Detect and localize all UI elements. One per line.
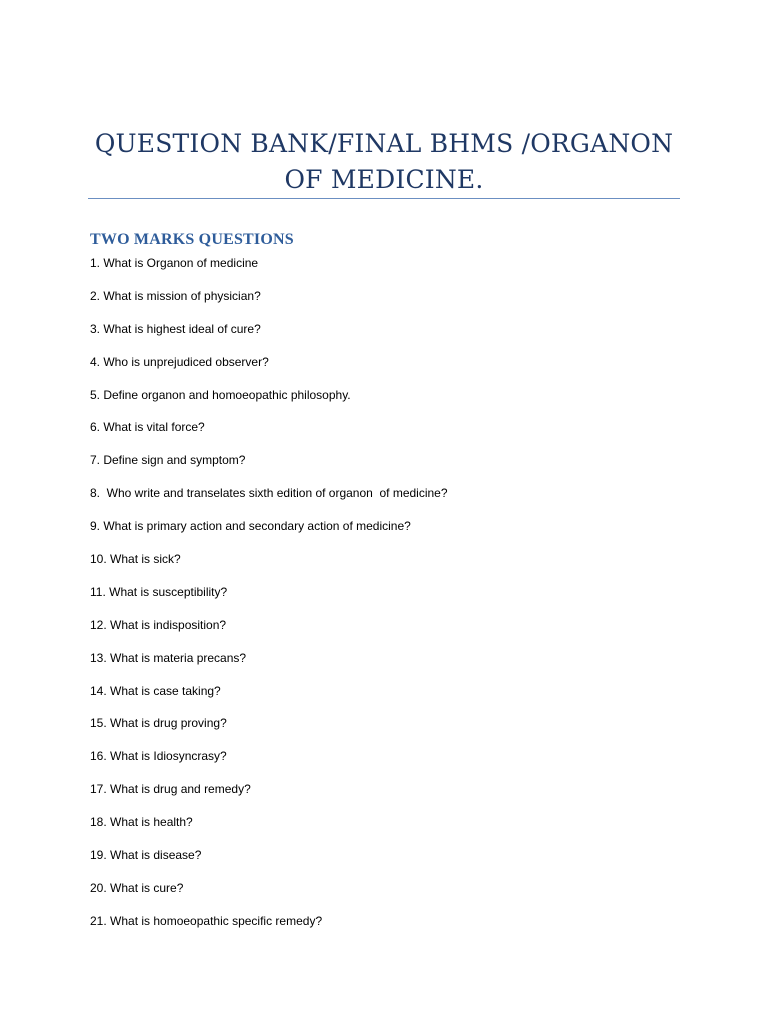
question-item: 7. Define sign and symptom?	[90, 453, 246, 468]
question-item: 9. What is primary action and secondary action of medicine?	[90, 519, 411, 534]
question-item: 10. What is sick?	[90, 552, 181, 567]
question-item: 19. What is disease?	[90, 848, 202, 863]
question-item: 11. What is susceptibility?	[90, 584, 228, 599]
question-item: 21. What is homoeopathic specific remedy?	[90, 913, 323, 928]
question-item: 6. What is vital force?	[90, 420, 205, 435]
question-item: 4. Who is unprejudiced observer?	[90, 354, 269, 369]
section-heading: TWO MARKS QUESTIONS	[90, 231, 294, 248]
question-item: 1. What is Organon of medicine	[90, 256, 259, 270]
question-list	[90, 254, 448, 945]
question-item: 16. What is Idiosyncrasy?	[90, 749, 227, 764]
question-item: 14. What is case taking?	[90, 683, 221, 698]
question-item: 3. What is highest ideal of cure?	[90, 321, 261, 336]
question-item: 17. What is drug and remedy?	[90, 782, 251, 797]
question-item: 8. Who write and transelates sixth edition of organon of medicine?	[90, 486, 448, 501]
question-item: 13. What is materia precans?	[90, 650, 247, 665]
question-item: 15. What is drug proving?	[90, 716, 227, 731]
question-item: 5. Define organon and homoeopathic philosophy.	[90, 387, 351, 402]
title-underline-divider	[88, 198, 680, 199]
question-item: 20. What is cure?	[90, 880, 184, 895]
question-item: 2. What is mission of physician?	[90, 288, 261, 303]
document-title: QUESTION BANK/FINAL BHMS /ORGANON OF MEDICINE.	[94, 129, 674, 194]
question-item: 18. What is health?	[90, 815, 193, 830]
question-item: 12. What is indisposition?	[90, 617, 227, 632]
